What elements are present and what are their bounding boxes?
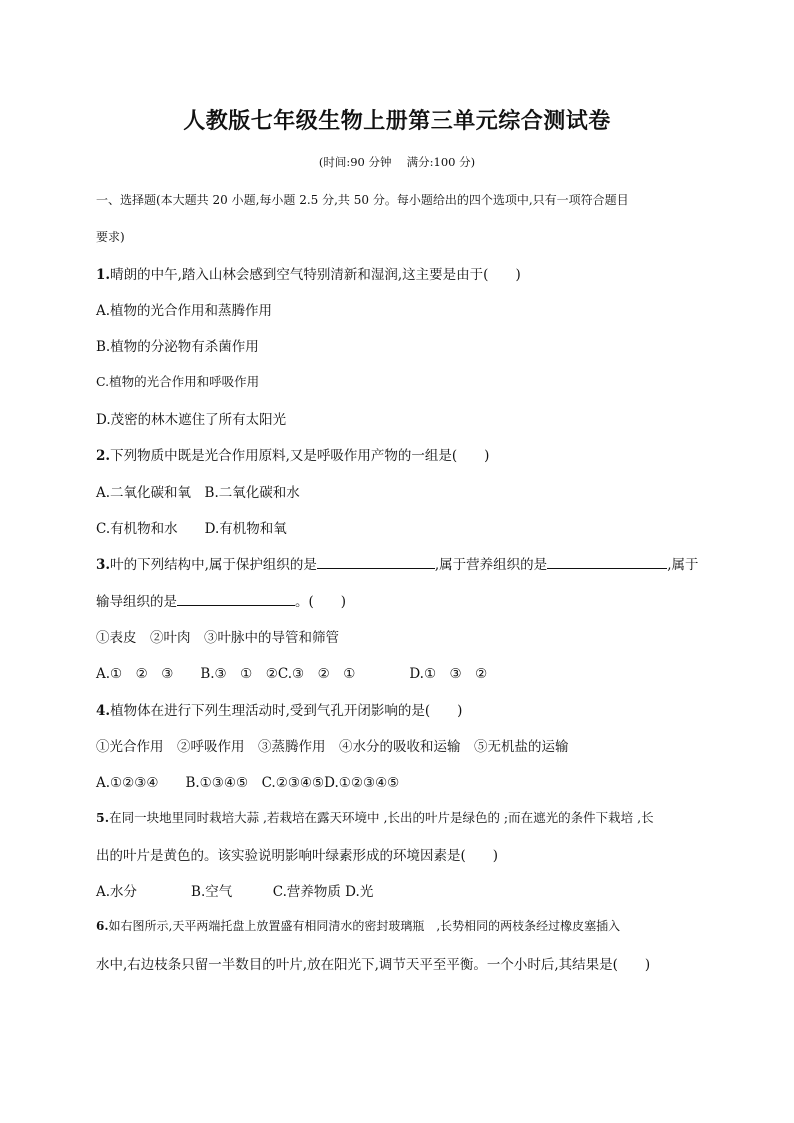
question-5-continued: 出的叶片是黄色的。该实验说明影响叶绿素形成的环境因素是( ) bbox=[96, 848, 499, 864]
question-5 bbox=[96, 808, 654, 826]
question-4 bbox=[96, 699, 462, 719]
question-stem: 植物体在进行下列生理活动时,受到气孔开闭影响的是( ) bbox=[110, 703, 463, 719]
question-6-continued: 水中,右边枝条只留一半数目的叶片,放在阳光下,调节天平至平衡。一个小时后,其结果是( ) bbox=[96, 957, 651, 973]
question-6 bbox=[96, 917, 620, 934]
question-stem-part-4: 输导组织的是 bbox=[96, 594, 177, 610]
question-1 bbox=[96, 263, 521, 283]
q3-options: A.① ② ③ B.③ ① ②C.③ ② ① D.① ③ ② bbox=[96, 666, 488, 682]
q1-option-b: B.植物的分泌物有杀菌作用 bbox=[96, 339, 259, 355]
q1-option-d: D.茂密的林木遮住了所有太阳光 bbox=[96, 412, 287, 428]
question-2 bbox=[96, 444, 489, 464]
question-number: 3. bbox=[96, 557, 111, 573]
question-stem-part-3: ,属于 bbox=[667, 557, 699, 573]
q2-options-cd: C.有机物和水 D.有机物和氧 bbox=[96, 521, 287, 537]
question-stem-part-5: 。( ) bbox=[295, 594, 347, 610]
question-number: 6. bbox=[96, 919, 109, 933]
exam-time-score: (时间:90 分钟 满分:100 分) bbox=[318, 155, 476, 169]
section-heading-line-1: 一、选择题(本大题共 20 小题,每小题 2.5 分,共 50 分。每小题给出的四个选项中,只有一项符合题目 bbox=[96, 193, 629, 207]
q1-option-c: C.植物的光合作用和呼吸作用 bbox=[96, 374, 260, 389]
q2-options-ab: A.二氧化碳和氧 B.二氧化碳和水 bbox=[96, 485, 300, 501]
question-stem-part-1: 叶的下列结构中,属于保护组织的是 bbox=[110, 557, 317, 573]
question-number: 4. bbox=[96, 703, 111, 719]
question-stem: 下列物质中既是光合作用原料,又是呼吸作用产物的一组是( ) bbox=[110, 448, 490, 464]
question-stem: 晴朗的中午,踏入山林会感到空气特别清新和湿润,这主要是由于( ) bbox=[110, 267, 521, 283]
q5-options: A.水分 B.空气 C.营养物质 D.光 bbox=[96, 884, 374, 900]
q4-items: ①光合作用 ②呼吸作用 ③蒸腾作用 ④水分的吸收和运输 ⑤无机盐的运输 bbox=[96, 739, 569, 755]
question-3-continued bbox=[96, 590, 346, 610]
section-heading-line-2: 要求) bbox=[96, 230, 125, 244]
question-stem-line-1: 如右图所示,天平两端托盘上放置盛有相同清水的密封玻璃瓶 ,长势相同的两枝条经过橡皮塞插入 bbox=[108, 919, 621, 933]
question-number: 2. bbox=[96, 448, 111, 464]
answer-blank[interactable] bbox=[317, 556, 435, 569]
question-stem-part-2: ,属于营养组织的是 bbox=[434, 557, 548, 573]
q1-option-a: A.植物的光合作用和蒸腾作用 bbox=[96, 303, 273, 319]
q3-items: ①表皮 ②叶肉 ③叶脉中的导管和筛管 bbox=[96, 630, 339, 646]
question-number: 5. bbox=[96, 810, 110, 825]
page-title: 人教版七年级生物上册第三单元综合测试卷 bbox=[183, 109, 611, 134]
q4-options: A.①②③④ B.①③④⑤ C.②③④⑤D.①②③④⑤ bbox=[96, 775, 400, 791]
question-stem-line-1: 在同一块地里同时栽培大蒜 ,若栽培在露天环境中 ,长出的叶片是绿色的 ;而在遮光的条件下栽培 ,长 bbox=[109, 810, 654, 825]
question-3 bbox=[96, 553, 698, 573]
question-number: 1. bbox=[96, 267, 111, 283]
answer-blank[interactable] bbox=[177, 593, 295, 606]
answer-blank[interactable] bbox=[547, 556, 667, 569]
